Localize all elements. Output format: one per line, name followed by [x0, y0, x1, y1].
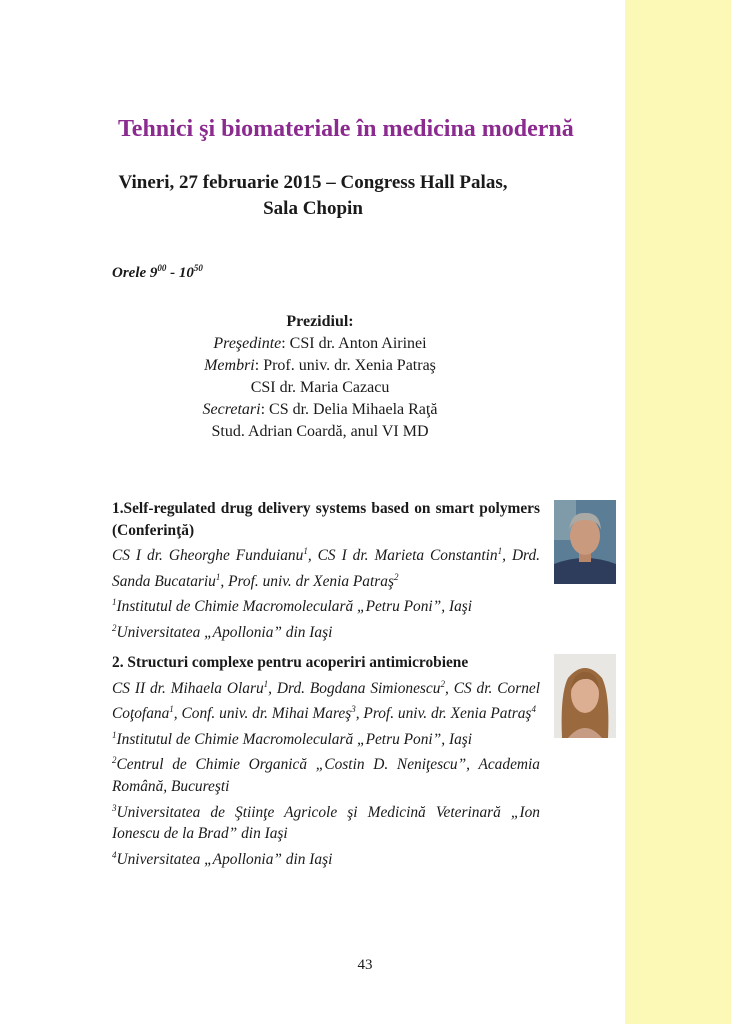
author-separator: , — [444, 679, 454, 697]
author-name: Drd. Bogdana Simionescu — [276, 679, 441, 697]
affiliation-text: Institutul de Chimie Macromoleculară „Petru Poni”, Iaşi — [116, 598, 473, 616]
members-label: Membri — [204, 357, 255, 374]
speaker-photo — [554, 654, 616, 738]
speaker-photo — [554, 500, 616, 584]
page-number: 43 — [357, 957, 373, 973]
session-hours — [112, 263, 203, 282]
author-affiliation-sup: 1 — [263, 678, 269, 689]
author-affiliation-sup: 1 — [215, 571, 221, 582]
author-name: CS I dr. Gheorghe Funduianu — [112, 547, 304, 565]
board-heading: Prezidiul: — [286, 313, 354, 330]
affiliation-sup: 1 — [112, 597, 117, 608]
affiliation-sup: 1 — [112, 729, 117, 740]
secretaries-label: Secretari — [202, 401, 261, 418]
board-members — [160, 355, 480, 377]
talk-title: 2. Structuri complexe pentru acoperiri antimicrobiene — [112, 654, 469, 671]
president-name: : CSI dr. Anton Airinei — [281, 335, 427, 352]
affiliation-text: Universitatea „Apollonia” din Iaşi — [116, 850, 333, 868]
author-separator: , — [355, 705, 364, 723]
event-info — [108, 170, 518, 222]
author-affiliation-sup: 2 — [393, 571, 399, 582]
author-affiliation-sup: 3 — [351, 704, 356, 715]
affiliation-text: Institutul de Chimie Macromoleculară „Petru Poni”, Iaşi — [116, 730, 473, 748]
page-title: Tehnici şi biomateriale în medicina modernă — [118, 116, 574, 142]
hours-dash: - 10 — [166, 265, 194, 281]
board-member-2: CSI dr. Maria Cazacu — [250, 379, 390, 396]
talk-title: 1.Self-regulated drug delivery systems based on smart polymers (Conferinţă) — [112, 500, 540, 539]
author-separator: , — [502, 547, 512, 565]
affiliation-line — [112, 798, 540, 845]
author-separator: , — [268, 679, 277, 697]
author-affiliation-sup: 1 — [303, 546, 308, 556]
talk-item — [112, 498, 540, 644]
hours-prefix: Orele 9 — [112, 265, 158, 281]
president-label: Preşedinte — [213, 335, 282, 352]
board-secretaries — [160, 399, 480, 421]
secretary-1: : CS dr. Delia Mihaela Raţă — [260, 401, 438, 418]
author-name: CS I dr. Marieta Constantin — [317, 547, 498, 565]
affiliation-line — [112, 592, 540, 618]
side-color-band — [625, 0, 731, 1024]
talk-item — [112, 652, 540, 870]
affiliation-sup: 2 — [112, 755, 117, 766]
talk-authors — [112, 674, 540, 725]
affiliation-sup: 2 — [112, 622, 117, 633]
talk-authors — [112, 541, 540, 592]
hours-start-sup: 00 — [157, 263, 167, 273]
board-section — [160, 311, 480, 443]
member-1: : Prof. univ. dr. Xenia Patraş — [254, 357, 436, 374]
event-room: Sala Chopin — [263, 198, 363, 219]
talk-affiliations — [112, 592, 540, 643]
author-affiliation-sup: 1 — [169, 704, 174, 715]
board-president — [160, 333, 480, 355]
author-name: Prof. univ. dr Xenia Patraş — [228, 572, 394, 590]
affiliation-line — [112, 725, 540, 751]
author-name: Drd. Sanda Bucatariu — [112, 547, 541, 590]
author-affiliation-sup: 2 — [440, 678, 445, 689]
author-name: CS II dr. Mihaela Olaru — [112, 679, 264, 697]
affiliation-line — [112, 750, 540, 797]
author-name: CS dr. Cornel Coţofana — [112, 679, 541, 723]
event-date-venue: Vineri, 27 februarie 2015 – Congress Hall Palas, — [118, 172, 508, 193]
talk-affiliations — [112, 725, 540, 871]
affiliation-text: Centrul de Chimie Organică „Costin D. Neniţescu”, Academia Română, Bucureşti — [112, 756, 540, 795]
author-affiliation-sup: 1 — [497, 546, 503, 556]
author-separator: , — [173, 705, 182, 723]
affiliation-line — [112, 618, 540, 644]
board-secretary-2: Stud. Adrian Coardă, anul VI MD — [211, 423, 429, 440]
affiliation-line — [112, 845, 540, 871]
author-name: Prof. univ. dr. Xenia Patraş — [363, 705, 532, 723]
author-separator: , — [307, 547, 318, 565]
author-name: Conf. univ. dr. Mihai Mareş — [181, 705, 352, 723]
author-separator: , — [220, 572, 229, 590]
hours-end-sup: 50 — [193, 263, 203, 273]
affiliation-sup: 4 — [112, 849, 117, 860]
affiliation-sup: 3 — [112, 802, 117, 813]
affiliation-text: Universitatea de Ştiinţe Agricole şi Medicină Veterinară „Ion Ionescu de la Brad” din Iaşi — [112, 803, 540, 843]
affiliation-text: Universitatea „Apollonia” din Iaşi — [116, 624, 333, 641]
author-affiliation-sup: 4 — [531, 704, 536, 715]
